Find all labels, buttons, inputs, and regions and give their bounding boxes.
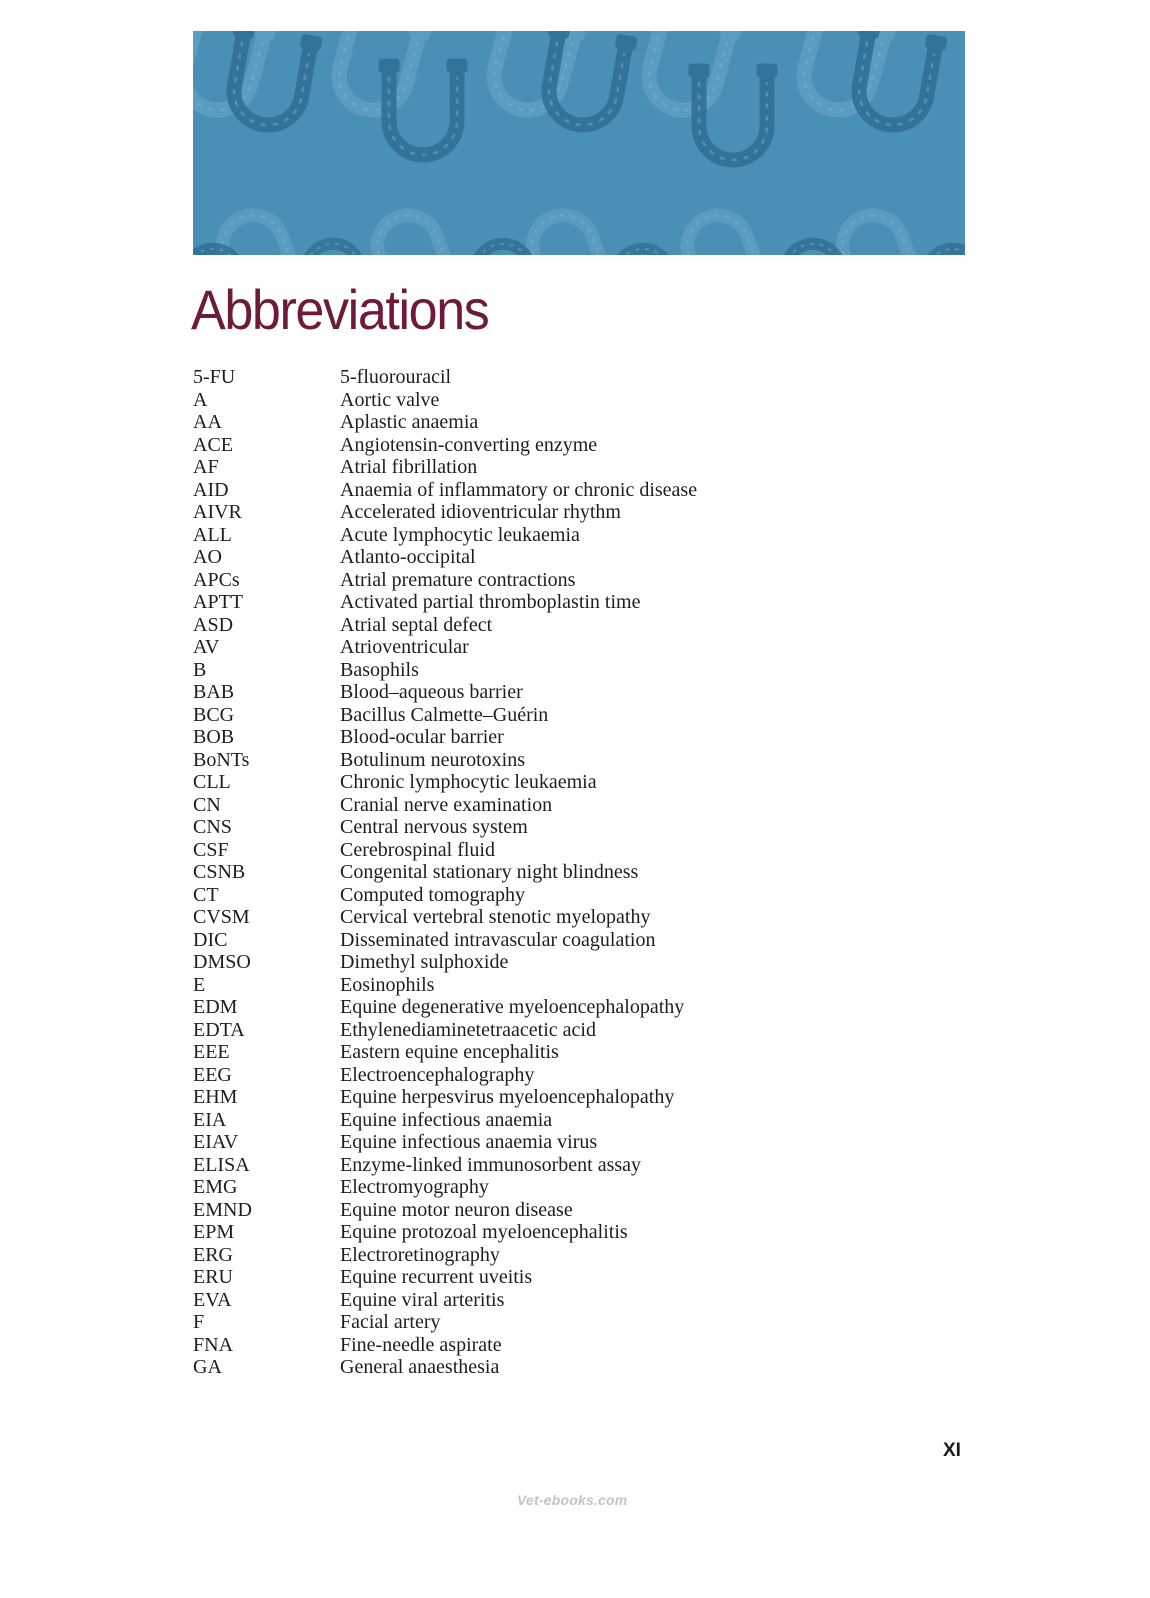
list-item: [193, 501, 953, 524]
horseshoe-icon: [844, 31, 947, 132]
abbreviation-definition: 5-fluorouracil: [340, 366, 452, 388]
list-item: [193, 569, 953, 592]
list-item: [193, 636, 953, 659]
page-number: XI: [943, 1440, 961, 1461]
abbreviation-term: EPM: [193, 1221, 235, 1243]
list-item: [193, 951, 953, 974]
list-item: [193, 1244, 953, 1267]
abbreviation-definition: Cranial nerve examination: [340, 793, 553, 816]
abbreviation-term: DIC: [193, 928, 228, 951]
abbreviation-definition: Atrial premature contractions: [340, 568, 576, 591]
list-item: [193, 1064, 953, 1087]
list-item: [193, 614, 953, 637]
abbreviation-term: ERG: [193, 1243, 233, 1266]
abbreviation-definition: Disseminated intravascular coagulation: [340, 928, 656, 951]
abbreviation-term: APCs: [193, 568, 240, 591]
abbreviation-term: CVSM: [193, 906, 250, 928]
abbreviation-term: A: [193, 388, 208, 411]
horseshoe-icon: [914, 243, 965, 255]
abbreviation-definition: Bacillus Calmette–Guérin: [340, 703, 549, 726]
abbreviation-definition: Acute lymphocytic leukaemia: [340, 523, 580, 546]
abbreviation-term: AO: [193, 546, 222, 568]
abbreviation-definition: Computed tomography: [340, 883, 525, 906]
abbreviation-term: EEE: [193, 1041, 230, 1063]
list-item: [193, 906, 953, 929]
abbreviation-term: CT: [193, 883, 219, 906]
horseshoe-icon: [515, 204, 619, 255]
list-item: [193, 996, 953, 1019]
abbreviation-definition: Enzyme-linked immunosorbent assay: [340, 1153, 642, 1176]
abbreviation-definition: Activated partial thromboplastin time: [340, 591, 641, 613]
abbreviation-definition: Eosinophils: [340, 973, 435, 996]
list-item: [193, 1221, 953, 1244]
abbreviation-definition: Ethylenediaminetetraacetic acid: [340, 1018, 596, 1041]
abbreviation-term: E: [193, 973, 206, 996]
abbreviation-term: ELISA: [193, 1153, 250, 1176]
horseshoe-pattern: [193, 31, 965, 255]
horseshoe-icon: [294, 238, 377, 255]
abbreviation-term: AF: [193, 456, 219, 478]
abbreviation-definition: Atlanto-occipital: [340, 546, 476, 568]
list-item: [193, 456, 953, 479]
abbreviation-definition: Angiotensin-converting enzyme: [340, 433, 598, 456]
horseshoe-icon: [379, 59, 467, 155]
abbreviation-term: ALL: [193, 523, 232, 546]
list-item: [193, 861, 953, 884]
abbreviation-definition: Central nervous system: [340, 816, 528, 838]
horseshoe-icon: [825, 204, 929, 255]
list-item: [193, 884, 953, 907]
abbreviation-definition: Electroencephalography: [340, 1063, 535, 1086]
abbreviation-term: CNS: [193, 816, 232, 838]
abbreviation-term: ASD: [193, 613, 234, 636]
abbreviation-definition: Atrial septal defect: [340, 613, 493, 636]
abbreviation-term: AIVR: [193, 501, 242, 523]
list-item: [193, 1289, 953, 1312]
abbreviation-term: APTT: [193, 591, 243, 613]
list-item: [193, 726, 953, 749]
abbreviation-term: EEG: [193, 1063, 232, 1086]
abbreviation-definition: Chronic lymphocytic leukaemia: [340, 771, 597, 793]
horseshoe-icon: [360, 204, 464, 255]
list-item: [193, 524, 953, 547]
watermark-logo: Vet-ebooks.com: [517, 1492, 628, 1508]
list-item: [193, 839, 953, 862]
list-item: [193, 681, 953, 704]
abbreviation-term: BOB: [193, 726, 235, 748]
abbreviation-term: ERU: [193, 1266, 233, 1288]
horseshoe-icon: [322, 31, 432, 120]
horseshoe-icon: [219, 31, 322, 132]
horseshoe-icon: [477, 31, 587, 120]
page-title: Abbreviations: [191, 278, 489, 341]
abbreviation-definition: General anaesthesia: [340, 1356, 500, 1378]
abbreviation-definition: Aortic valve: [340, 388, 440, 411]
abbreviation-term: DMSO: [193, 951, 251, 973]
list-item: [193, 929, 953, 952]
abbreviation-term: CSNB: [193, 861, 246, 883]
list-item: [193, 659, 953, 682]
abbreviation-term: F: [193, 1311, 205, 1333]
abbreviation-term: BAB: [193, 681, 235, 703]
abbreviation-term: AID: [193, 478, 229, 501]
abbreviation-definition: Atrioventricular: [340, 636, 469, 658]
horseshoe-icon: [534, 31, 637, 132]
list-item: [193, 1131, 953, 1154]
list-item: [193, 1109, 953, 1132]
list-item: [193, 1199, 953, 1222]
abbreviation-term: EVA: [193, 1288, 232, 1311]
abbreviation-term: EMND: [193, 1198, 252, 1221]
abbreviation-term: EDM: [193, 996, 238, 1018]
abbreviation-definition: Equine motor neuron disease: [340, 1198, 573, 1221]
abbreviation-term: BoNTs: [193, 748, 250, 771]
list-item: [193, 1334, 953, 1357]
abbreviation-term: B: [193, 658, 207, 681]
abbreviation-definition: Facial artery: [340, 1311, 441, 1333]
horseshoe-icon: [632, 31, 742, 120]
list-item: [193, 411, 953, 434]
abbreviation-definition: Fine-needle aspirate: [340, 1333, 502, 1356]
list-item: [193, 1019, 953, 1042]
abbreviation-term: EIAV: [193, 1131, 239, 1153]
list-item: [193, 546, 953, 569]
abbreviation-definition: Botulinum neurotoxins: [340, 748, 525, 771]
abbreviation-definition: Equine recurrent uveitis: [340, 1266, 533, 1288]
horseshoe-icon: [689, 64, 777, 160]
list-item: [193, 1154, 953, 1177]
abbreviation-definition: Equine viral arteritis: [340, 1288, 505, 1311]
abbreviation-definition: Equine protozoal myeloencephalitis: [340, 1221, 628, 1243]
abbreviation-term: EHM: [193, 1086, 238, 1108]
abbreviation-term: CLL: [193, 771, 231, 793]
abbreviation-term: EMG: [193, 1176, 238, 1198]
abbreviation-definition: Equine infectious anaemia virus: [340, 1131, 598, 1153]
list-item: [193, 1176, 953, 1199]
list-item: [193, 749, 953, 772]
abbreviation-definition: Blood-ocular barrier: [340, 726, 504, 748]
abbreviation-definition: Equine herpesvirus myeloencephalopathy: [340, 1086, 675, 1108]
abbreviation-term: GA: [193, 1356, 222, 1378]
abbreviation-term: FNA: [193, 1333, 234, 1356]
abbreviation-term: BCG: [193, 703, 235, 726]
abbreviation-definition: Equine degenerative myeloencephalopathy: [340, 996, 685, 1018]
abbreviation-term: EIA: [193, 1108, 227, 1131]
abbreviation-definition: Basophils: [340, 658, 419, 681]
abbreviation-definition: Electroretinography: [340, 1243, 500, 1266]
abbreviation-definition: Dimethyl sulphoxide: [340, 951, 509, 973]
list-item: [193, 1356, 953, 1379]
list-item: [193, 794, 953, 817]
horseshoe-icon: [787, 31, 897, 120]
abbreviation-definition: Electromyography: [340, 1176, 489, 1198]
list-item: [193, 591, 953, 614]
abbreviation-term: 5-FU: [193, 366, 236, 388]
list-item: [193, 1086, 953, 1109]
abbreviation-term: AA: [193, 411, 222, 433]
list-item: [193, 704, 953, 727]
abbreviation-definition: Equine infectious anaemia: [340, 1108, 553, 1131]
list-item: [193, 1041, 953, 1064]
list-item: [193, 771, 953, 794]
list-item: [193, 816, 953, 839]
list-item: [193, 389, 953, 412]
list-item: [193, 1266, 953, 1289]
list-item: [193, 479, 953, 502]
abbreviation-definition: Atrial fibrillation: [340, 456, 478, 478]
horseshoe-icon: [604, 243, 687, 255]
abbreviation-definition: Blood–aqueous barrier: [340, 681, 523, 703]
abbreviation-list: [193, 366, 953, 1379]
abbreviation-term: EDTA: [193, 1018, 245, 1041]
abbreviation-definition: Cerebrospinal fluid: [340, 838, 495, 861]
horseshoe-icon: [670, 204, 774, 255]
abbreviation-definition: Accelerated idioventricular rhythm: [340, 501, 621, 523]
abbreviation-term: ACE: [193, 433, 233, 456]
header-banner: [193, 31, 965, 255]
abbreviation-definition: Aplastic anaemia: [340, 411, 479, 433]
list-item: [193, 366, 953, 389]
list-item: [193, 974, 953, 997]
abbreviation-definition: Cervical vertebral stenotic myelopathy: [340, 906, 651, 928]
abbreviation-term: CN: [193, 793, 221, 816]
abbreviation-definition: Anaemia of inflammatory or chronic disease: [340, 478, 698, 501]
abbreviation-definition: Congenital stationary night blindness: [340, 861, 639, 883]
list-item: [193, 1311, 953, 1334]
abbreviation-term: AV: [193, 636, 220, 658]
list-item: [193, 434, 953, 457]
abbreviation-definition: Eastern equine encephalitis: [340, 1041, 559, 1063]
abbreviation-term: CSF: [193, 838, 229, 861]
